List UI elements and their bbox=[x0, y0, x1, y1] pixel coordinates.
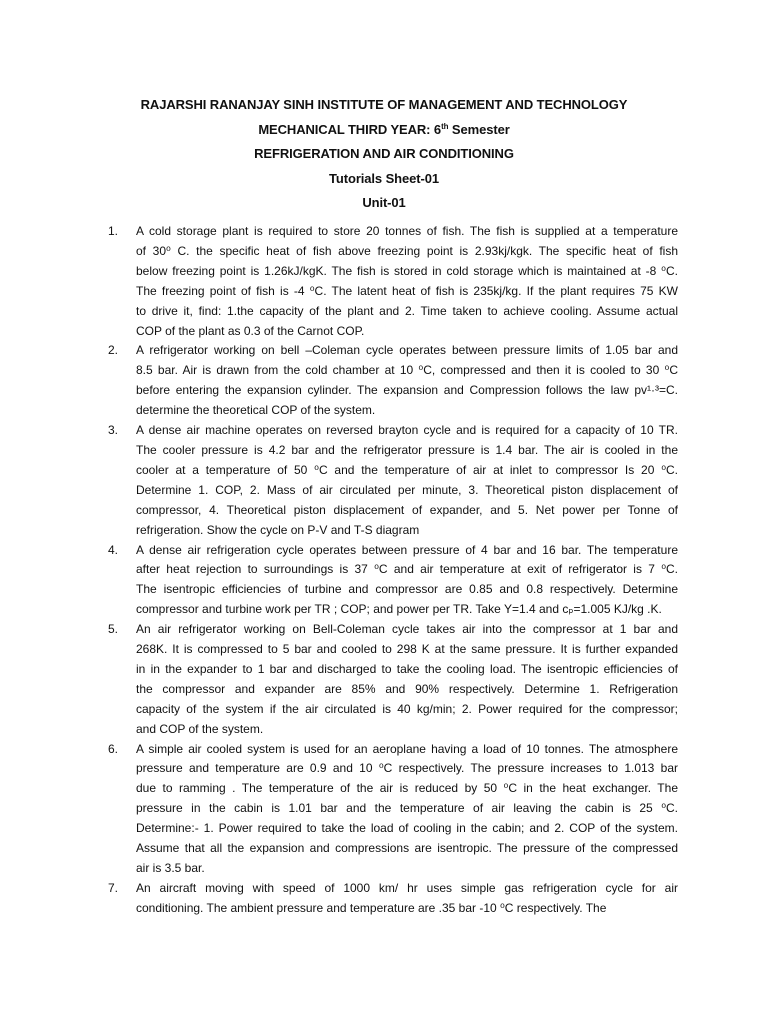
question-text bbox=[136, 620, 678, 739]
question-line: the compressor and expander are 85% and 90% respectively. Determine 1. Refrigeration bbox=[136, 681, 678, 696]
question-text bbox=[136, 740, 678, 879]
question-line: refrigeration. Show the cycle on P-V and T-S diagram bbox=[136, 522, 420, 537]
question-line: COP of the plant as 0.3 of the Carnot COP. bbox=[136, 323, 365, 338]
course-year-superscript: th bbox=[441, 121, 449, 131]
question-line: capacity of the system if the air circulated is 40 kg/min; 2. Power required for the compressor; bbox=[136, 701, 678, 716]
question-list bbox=[108, 222, 678, 919]
sheet-title: Tutorials Sheet-01 bbox=[329, 170, 439, 186]
question-line: The isentropic efficiencies of turbine and compressor are 0.85 and 0.8 respectively. Determine bbox=[136, 582, 678, 597]
question-line: A dense air machine operates on reversed brayton cycle and is required for a capacity of 10 TR. bbox=[136, 423, 678, 438]
question-line: and COP of the system. bbox=[136, 721, 264, 736]
course-year-prefix: MECHANICAL THIRD YEAR: 6 bbox=[258, 121, 442, 137]
question-line: The freezing point of fish is -4 ⁰C. The latent heat of fish is 235kj/kg. If the plant requires 75 KW bbox=[136, 283, 678, 298]
question-line: of 30⁰ C. the specific heat of fish above freezing point is 2.93kj/kgk. The specific heat of fish bbox=[136, 243, 678, 258]
course-year-suffix: Semester bbox=[448, 121, 510, 137]
question-line: compressor and turbine work per TR ; COP; and power per TR. Take Y=1.4 and cₚ=1.005 KJ/kg .K. bbox=[136, 602, 662, 617]
question-line: conditioning. The ambient pressure and temperature are .35 bar -10 ⁰C respectively. The bbox=[136, 900, 607, 915]
question-line: due to ramming . The temperature of the air is reduced by 50 ⁰C in the heat exchanger. The bbox=[136, 781, 678, 796]
question-line: The cooler pressure is 4.2 bar and the refrigerator pressure is 1.4 bar. The air is cooled in the bbox=[136, 442, 678, 457]
question-line: to drive it, find: 1.the capacity of the plant and 2. Time taken to achieve cooling. Assume actual bbox=[136, 303, 678, 318]
question-line: Assume that all the expansion and compressions are isentropic. The pressure of the compressed bbox=[136, 841, 678, 856]
question-text bbox=[136, 341, 678, 421]
question-number: 6. bbox=[108, 741, 119, 756]
question-text bbox=[136, 879, 678, 919]
question-line: A cold storage plant is required to store 20 tonnes of fish. The fish is supplied at a temperature bbox=[136, 224, 678, 238]
question-line: compressor, 4. Theoretical piston displacement of expander, and 5. Net power per Tonne of bbox=[136, 502, 678, 517]
question-number: 2. bbox=[108, 343, 119, 358]
question-line: after heat rejection to surroundings is 37 ⁰C and air temperature at exit of refrigerator is 7 ⁰C. bbox=[136, 562, 678, 577]
question-line: cooler at a temperature of 50 ⁰C and the temperature of air at inlet to compressor Is 20 ⁰C. bbox=[136, 462, 678, 477]
question-item bbox=[108, 222, 678, 341]
question-item bbox=[108, 879, 678, 919]
question-line: 8.5 bar. Air is drawn from the cold chamber at 10 ⁰C, compressed and then it is cooled to 30 ⁰C bbox=[136, 363, 678, 378]
question-text bbox=[136, 222, 678, 341]
question-text bbox=[136, 541, 678, 621]
question-number: 1. bbox=[108, 224, 119, 238]
question-line: below freezing point is 1.26kJ/kgK. The fish is stored in cold storage which is maintained at -8 ⁰C. bbox=[136, 263, 678, 278]
question-line: determine the theoretical COP of the system. bbox=[136, 403, 376, 418]
question-line: A dense air refrigeration cycle operates between pressure of 4 bar and 16 bar. The temperature bbox=[136, 542, 678, 557]
question-item bbox=[108, 620, 678, 739]
question-line: A simple air cooled system is used for an aeroplane having a load of 10 tonnes. The atmosphere bbox=[136, 741, 678, 756]
question-text bbox=[136, 421, 678, 540]
question-line: pressure in the cabin is 1.01 bar and the temperature of air leaving the cabin is 25 ⁰C. bbox=[136, 801, 678, 816]
question-item bbox=[108, 740, 678, 879]
question-line: Determine:- 1. Power required to take the load of cooling in the cabin; and 2. COP of the system. bbox=[136, 821, 678, 836]
question-line: pressure and temperature are 0.9 and 10 ⁰C respectively. The pressure increases to 1.013 bar bbox=[136, 761, 678, 776]
course-year bbox=[0, 118, 768, 143]
question-line: before entering the expansion cylinder. The expansion and Compression follows the law pv¹·³=C. bbox=[136, 383, 678, 398]
question-item bbox=[108, 541, 678, 621]
question-line: An aircraft moving with speed of 1000 km/ hr uses simple gas refrigeration cycle for air bbox=[136, 880, 678, 895]
unit-title: Unit-01 bbox=[362, 195, 406, 211]
question-line: 268K. It is compressed to 5 bar and cooled to 298 K at the same pressure. It is further expanded bbox=[136, 642, 678, 657]
question-line: in in the expander to 1 bar and discharged to take the cooling load. The isentropic efficiencies of bbox=[136, 661, 678, 676]
question-line: An air refrigerator working on Bell-Coleman cycle takes air into the compressor at 1 bar and bbox=[136, 622, 678, 637]
question-number: 3. bbox=[108, 423, 119, 438]
question-number: 7. bbox=[108, 880, 119, 895]
document-header bbox=[0, 93, 768, 216]
question-line: air is 3.5 bar. bbox=[136, 861, 205, 875]
question-item bbox=[108, 421, 678, 540]
institute-name: RAJARSHI RANANJAY SINH INSTITUTE OF MANAGEMENT AND TECHNOLOGY bbox=[140, 97, 628, 112]
subject-title: REFRIGERATION AND AIR CONDITIONING bbox=[254, 146, 514, 162]
question-item bbox=[108, 341, 678, 421]
question-line: Determine 1. COP, 2. Mass of air circulated per minute, 3. Theoretical piston displacement of bbox=[136, 482, 678, 497]
question-number: 5. bbox=[108, 622, 119, 637]
question-number: 4. bbox=[108, 542, 119, 557]
question-line: A refrigerator working on bell –Coleman cycle operates between pressure limits of 1.05 bar and bbox=[136, 343, 678, 358]
